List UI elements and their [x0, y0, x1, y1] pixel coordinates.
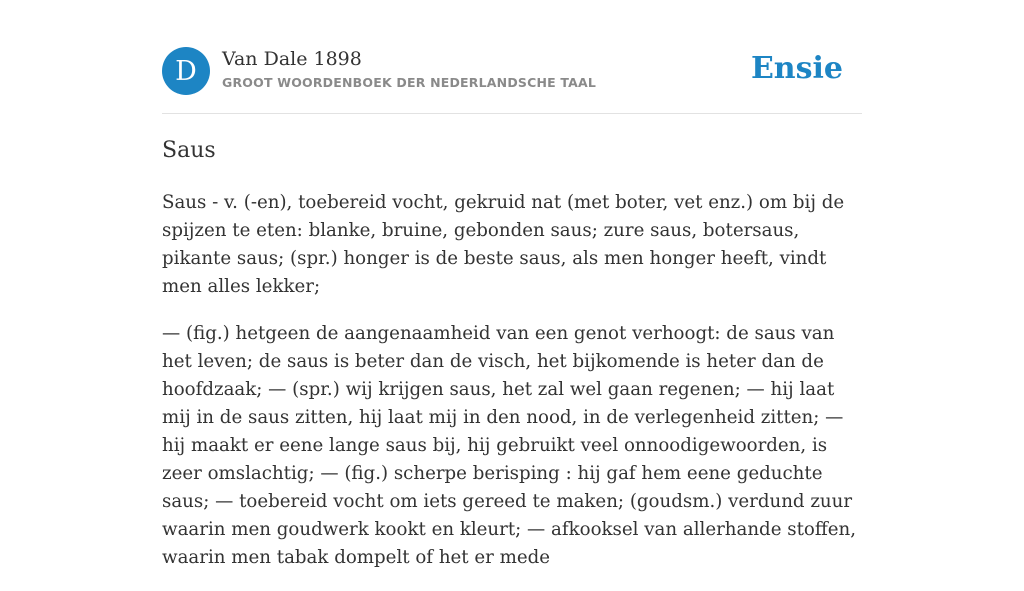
entry-definition: [162, 189, 866, 591]
page: [162, 0, 862, 568]
header: [162, 47, 862, 97]
definition-paragraph: — (fig.) hetgeen de aangenaamheid van een genot verhoogt: de saus van het leven; de saus is beter dan de visch, het bijkomende is heter dan de hoofdzaak; — (spr.) wij krijgen saus, het zal wel gaan regenen; — hij laat mij in de saus zitten, hij laat mij in den nood, in de verlegenheid zitten; — hij maakt er eene lange saus bij, hij gebruikt veel onnoodigewoorden, is zeer omslachtig; — (fig.) scherpe berisping : hij gaf hem eene geduchte saus; — toebereid vocht om iets gereed te maken; (goudsm.) verdund zuur waarin men goudwerk kookt en kleurt; — afkooksel van allerhande stoffen, waarin men tabak dompelt of het er mede: [162, 323, 857, 568]
entry-title: Saus: [162, 138, 216, 163]
definition-paragraph: Saus - v. (-en), toebereid vocht, gekruid nat (met boter, vet enz.) om bij de spijzen te eten: blanke, bruine, gebonden saus; zure saus, botersaus, pikante saus; (spr.) honger is de beste saus, als men honger heeft, vindt men alles lekker;: [162, 192, 845, 297]
dictionary-avatar[interactable]: D: [162, 47, 210, 95]
brand-logo-link[interactable]: Ensie: [750, 51, 843, 86]
dictionary-title[interactable]: Van Dale 1898: [222, 48, 362, 70]
dictionary-subtitle: GROOT WOORDENBOEK DER NEDERLANDSCHE TAAL: [222, 75, 597, 90]
header-divider: [162, 113, 862, 114]
